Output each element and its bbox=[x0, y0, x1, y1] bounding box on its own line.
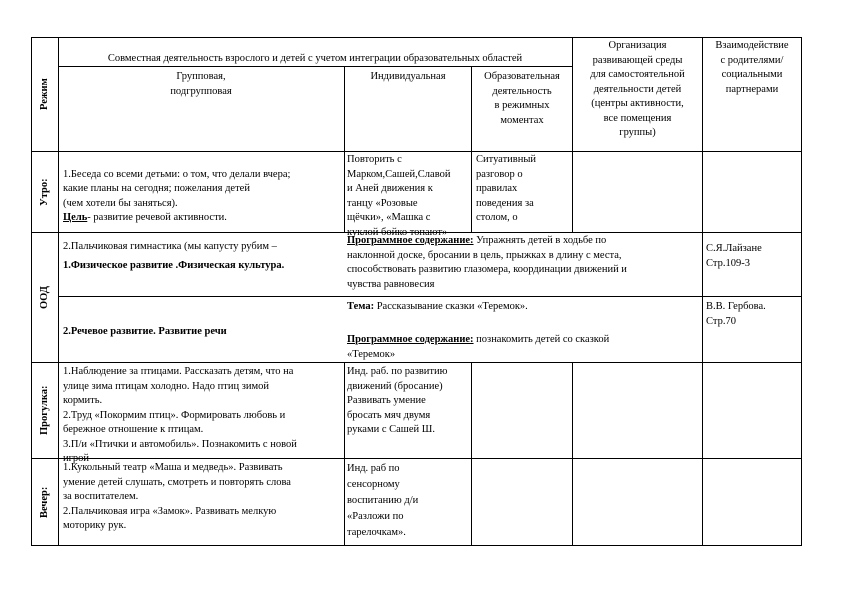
ood-speech-partner: В.В. Гербова. Стр.70 bbox=[706, 301, 766, 327]
edu-column-line-lower bbox=[572, 362, 573, 546]
ood-speech-theme bbox=[347, 300, 701, 315]
evening-group-activity: 1.Кукольный театр «Маша и медведь». Развивать умение детей слушать, смотреть и повторять слова за воспитателем. 2.Пальчиковая игра «Замок». Развивать мелкую моторику рук. bbox=[63, 462, 291, 531]
theme-text: Рассказывание сказки «Теремок». bbox=[374, 301, 528, 312]
org-column-line-lower bbox=[702, 362, 703, 546]
goal-label: Цель bbox=[63, 212, 88, 223]
table-border-right bbox=[801, 37, 802, 546]
walk-bottom-line bbox=[31, 458, 801, 459]
header-regime: Режим bbox=[39, 78, 50, 111]
morning-individual: Повторить с Марком,Сашей,Славой и Аней движения к танцу «Розовые щёчки», «Машка с куклой бойко топают» bbox=[347, 154, 451, 238]
program-label: Программное содержание: bbox=[347, 235, 474, 246]
morning-group-line2: 2.Пальчиковая гимнастика (мы капусту рубим – bbox=[63, 241, 277, 252]
ood-physical-title: 1.Физическое развитие .Физическая культура. bbox=[63, 260, 285, 271]
program-text: познакомить детей со сказкой «Теремок» bbox=[347, 334, 610, 360]
walk-group-activity: 1.Наблюдение за птицами. Рассказать детям, что на улице зима птицам холодно. Надо птиц зимой кормить. 2.Труд «Покормим птиц». Формировать любовь и бережное отношение к птицам. 3.П/и «Птички и автомобиль». Познакомить с новой игрой bbox=[63, 366, 297, 464]
row-label-walk: Прогулка: bbox=[39, 385, 50, 436]
group-column-line-upper bbox=[344, 66, 345, 233]
morning-edu: Ситуативный разговор о правилах поведения за столом, о bbox=[476, 154, 537, 223]
row-label-evening: Вечер: bbox=[39, 486, 50, 518]
program-label: Программное содержание: bbox=[347, 334, 474, 345]
table-border-top bbox=[31, 37, 801, 38]
edu-column-line-upper bbox=[572, 37, 573, 233]
header-parents: Взаимодействие с родителями/ социальными партнерами bbox=[715, 40, 789, 95]
ood-bottom-line bbox=[31, 362, 801, 363]
walk-individual: Инд. раб. по развитию движений (бросание) Развивать умение бросать мяч двумя руками с Сашей Ш. bbox=[347, 366, 448, 435]
morning-group-line1: 1.Беседа со всеми детьми: о том, что делали вчера; какие планы на сегодня; пожелания детей (чем хотели бы заняться). bbox=[63, 168, 291, 209]
group-column-line-lower bbox=[344, 362, 345, 546]
header-individual: Индивидуальная bbox=[370, 71, 446, 82]
ood-partner-column-line bbox=[702, 232, 703, 363]
row-label-ood: ООД bbox=[39, 285, 50, 310]
morning-group-activity bbox=[63, 153, 343, 252]
header-group: Групповая, подгрупповая bbox=[170, 71, 232, 97]
table-border-bottom bbox=[31, 545, 801, 546]
header-bottom-line bbox=[31, 151, 801, 152]
individual-column-line-lower bbox=[471, 362, 472, 546]
ood-speech-title: 2.Речевое развитие. Развитие речи bbox=[63, 326, 227, 337]
header-environment: Организация развивающей среды для самостоятельной деятельности детей (центры активности, все помещения группы) bbox=[590, 40, 685, 138]
evening-individual: Инд. раб по сенсорному воспитанию д/и «Разложи по тарелочкам». bbox=[347, 463, 419, 538]
header-edu-activity: Образовательная деятельность в режимных моментах bbox=[484, 71, 560, 126]
goal-text: - развитие речевой активности. bbox=[87, 212, 227, 223]
ood-physical-program bbox=[347, 234, 701, 296]
ood-middle-line bbox=[58, 296, 801, 297]
row-label-morning: Утро: bbox=[39, 178, 50, 206]
ood-speech-program bbox=[347, 333, 701, 362]
org-column-line-upper bbox=[702, 37, 703, 233]
individual-column-line-upper bbox=[471, 66, 472, 233]
regime-column-line bbox=[58, 37, 59, 546]
header-joint-activity: Совместная деятельность взрослого и детей с учетом интеграции образовательных областей bbox=[107, 53, 523, 64]
ood-physical-partner: С.Я.Лайзане Стр.109-3 bbox=[706, 243, 762, 269]
theme-label: Тема: bbox=[347, 301, 375, 312]
program-text: Упражнять детей в ходьбе по наклонной доске, бросании в цель, прыжках в длину с места, способствовать развитию глазомера, координации движений и чувства равновесия bbox=[347, 235, 627, 290]
